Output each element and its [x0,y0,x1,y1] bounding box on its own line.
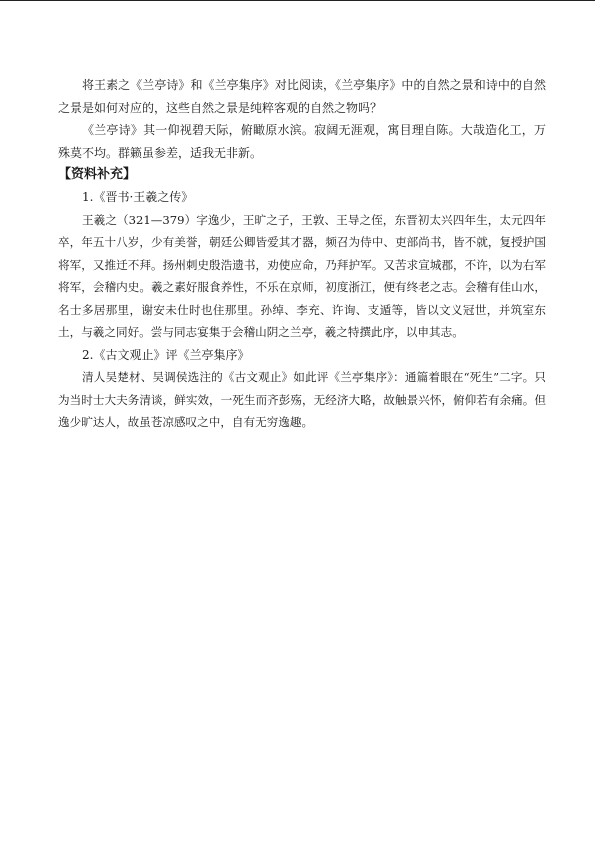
supplement-item-1-body: 王羲之（321—379）字逸少，王旷之子，王敦、王导之侄，东晋初太兴四年生，太元四年卒，年五十八岁，少有美誉，朝廷公卿皆爱其才器，频召为侍中、吏部尚书，皆不就，复授护国将军，又推迁不拜。扬州刺史殷浩遗书，劝使应命，乃拜护军。又苦求宣城郡，不许，以为右军将军，会稽内史。羲之素好服食养性，不乐在京师，初度浙江，便有终老之志。会稽有佳山水，名士多居那里，谢安未仕时也住那里。孙绰、李充、许询、支遁等，皆以文义冠世，并筑室东土，与羲之同好。尝与同志宴集于会稽山阴之兰亭，羲之特撰此序，以申其志。 [58,212,546,339]
supplement-item-1-title: 1.《晋书·王羲之传》 [82,190,194,204]
top-border-line [0,0,595,1]
document-content [58,74,546,434]
supplement-item-2-title: 2.《古文观止》评《兰亭集序》 [82,347,250,362]
question-paragraph: 将王素之《兰亭诗》和《兰亭集序》对比阅读，《兰亭集序》中的自然之景和诗中的自然之景是如何对应的，这些自然之景是纯粹客观的自然之物吗？ [58,78,546,115]
poem-paragraph: 《兰亭诗》其一仰视碧天际，俯瞰原水滨。寂阔无涯观，寓目理自陈。大哉造化工，万殊莫不均。群籁虽参差，适我无非新。 [58,123,546,160]
supplement-item-2-body: 清人吴楚材、吴调侯选注的《古文观止》如此评《兰亭集序》：通篇着眼在“死生”二字。只为当时士大夫务清谈，鲜实效，一死生而齐彭殇，无经济大略，故触景兴怀，俯仰若有余痛。但逸少旷达人，故虽苍凉感叹之中，自有无穷逸趣。 [58,370,546,429]
supplement-heading: 【资料补充】 [58,167,137,182]
